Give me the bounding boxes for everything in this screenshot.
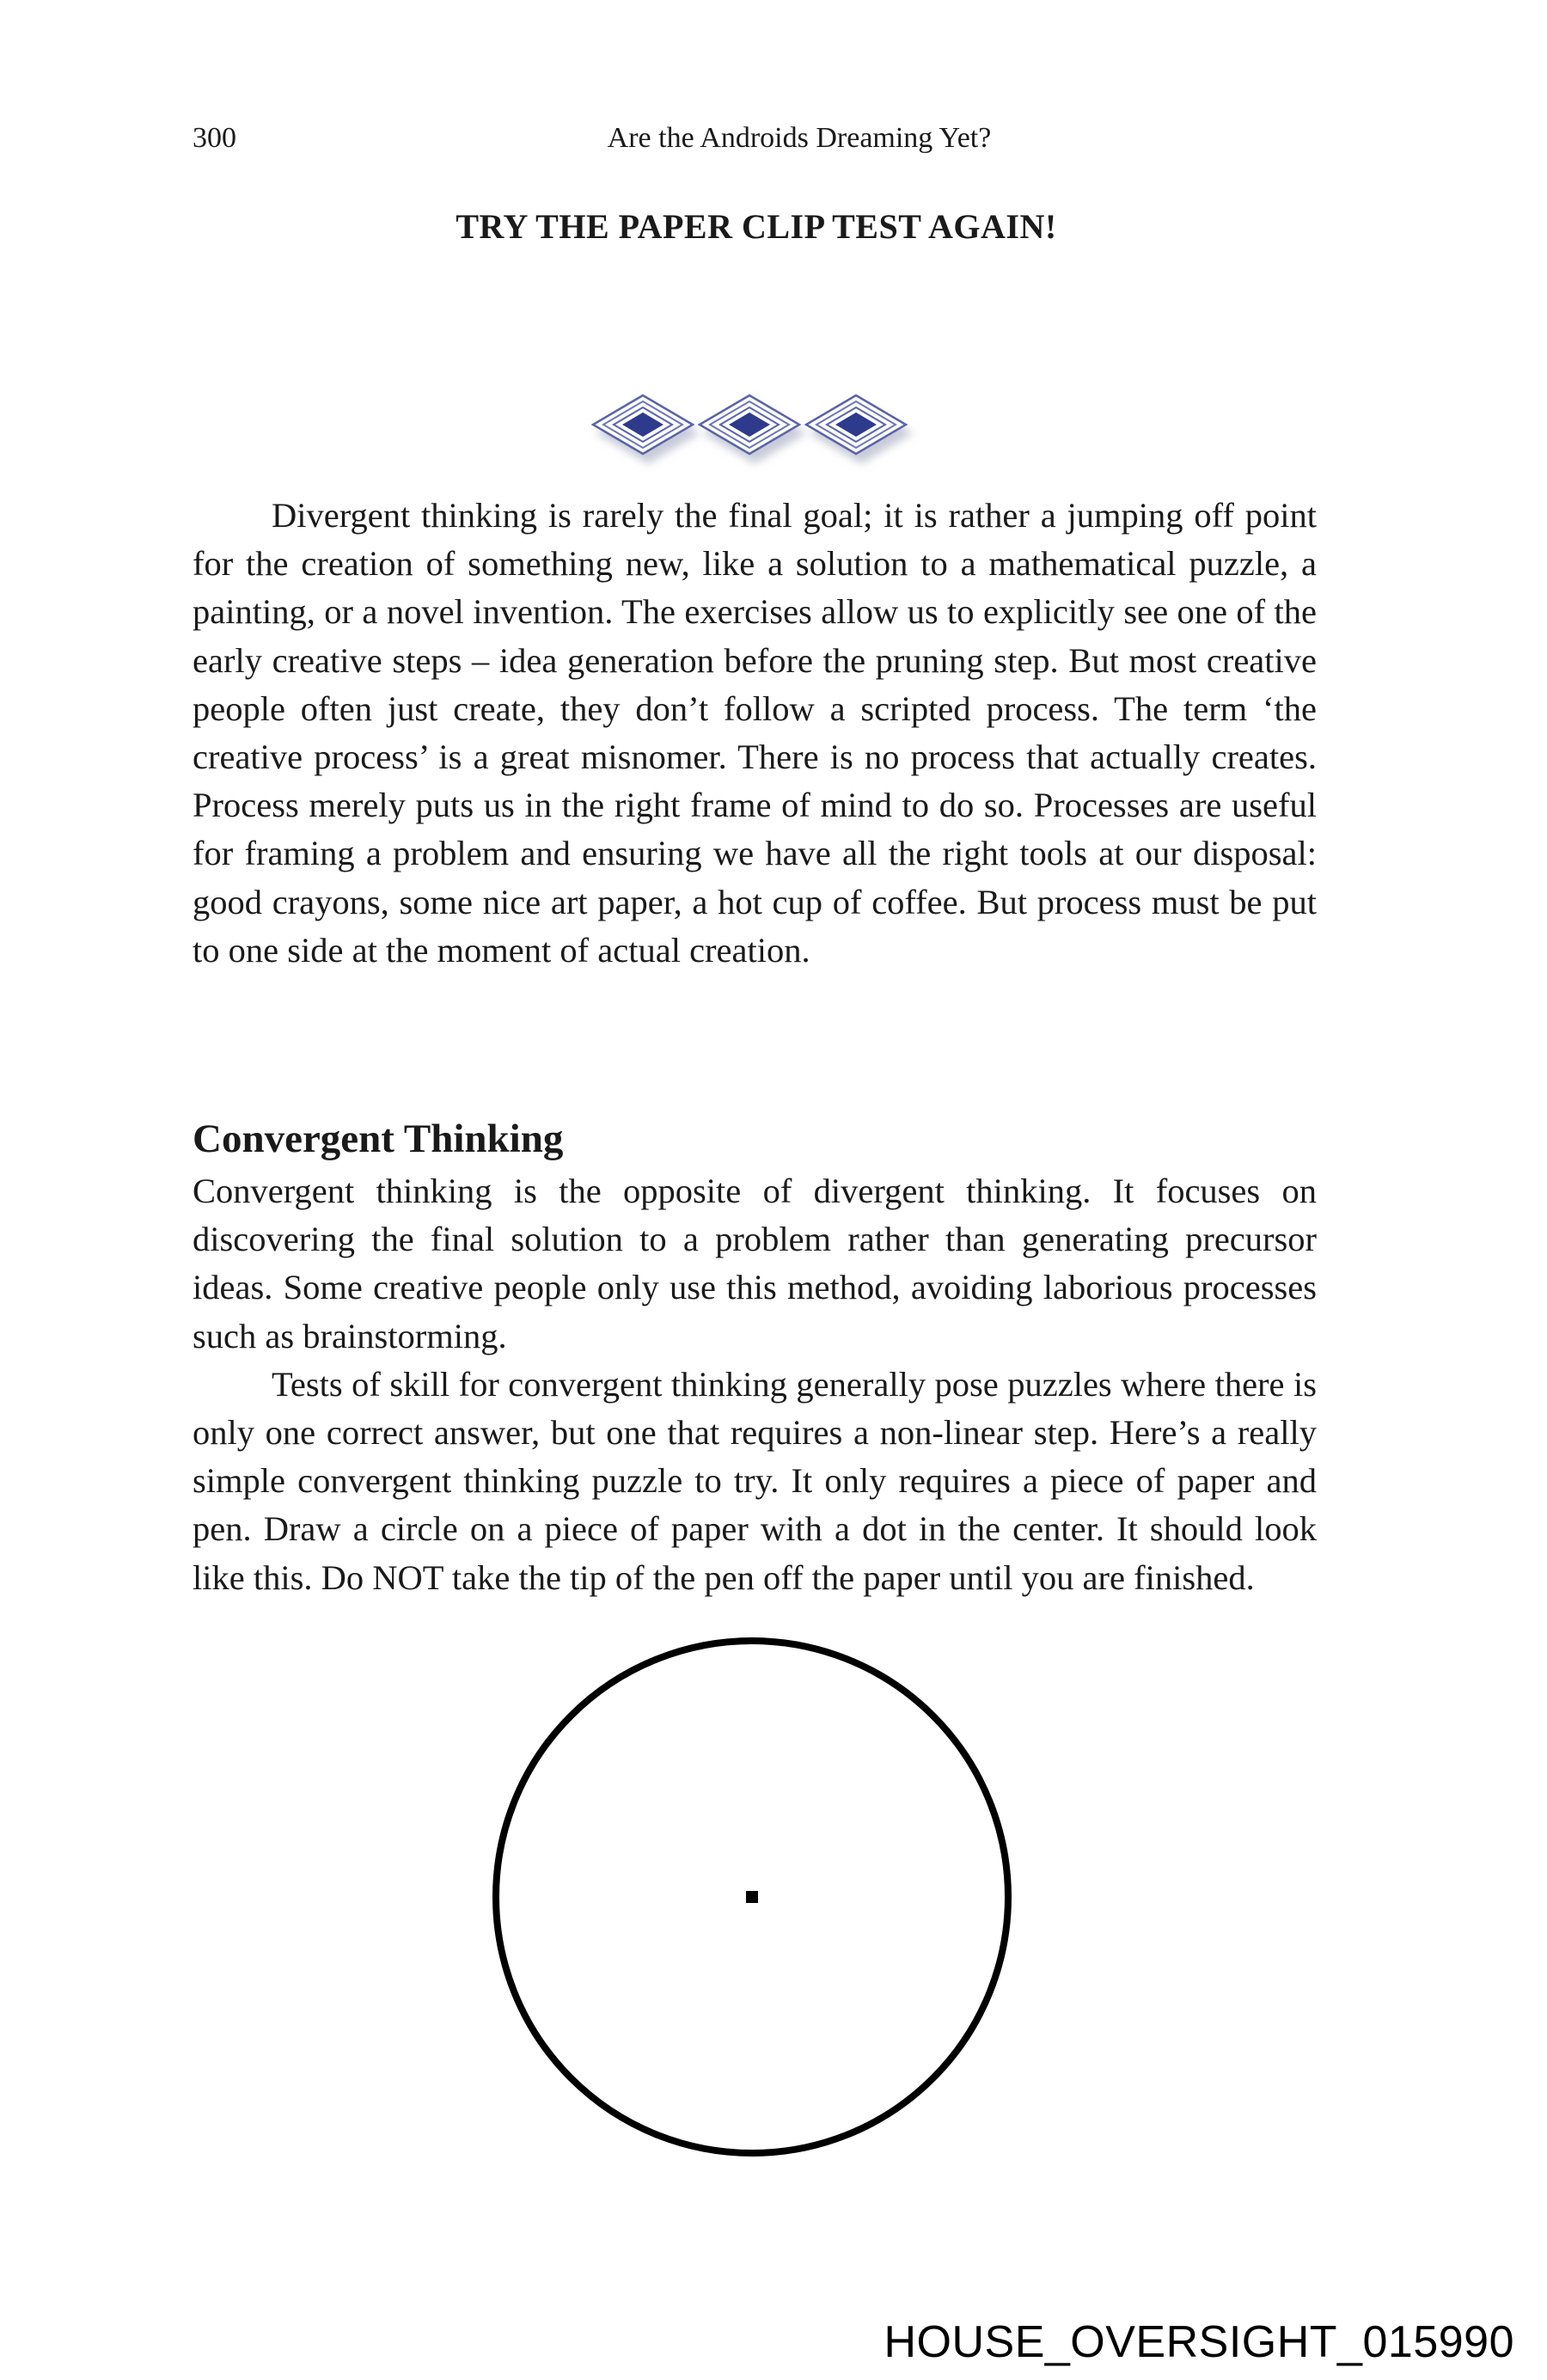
page-number: 300 xyxy=(193,122,236,154)
ornament-diamond-icon xyxy=(593,395,693,454)
bates-number: HOUSE_OVERSIGHT_015990 xyxy=(884,2317,1514,2367)
ornament-diamond-icon xyxy=(700,395,799,454)
triple-diamond-ornament-icon xyxy=(584,385,928,480)
paragraph: Divergent thinking is rarely the final goal; it is rather a jumping off point for the creation of something new, like a solution to a mathematical puzzle, a painting, or a novel invention. The exercises allow us to explicitly see one of the early creative steps – idea generation before the pruning step. But most creative people often just create, they don’t follow a scripted process. The term ‘the creative process’ is a great misnomer. There is no process that actually creates. Process merely puts us in the right frame of mind to do so. Processes are useful for framing a problem and ensuring we have all the right tools at our disposal: good crayons, some nice art paper, a hot cup of coffee. But process must be put to one side at the moment of actual creation. xyxy=(193,496,1317,970)
paragraph: Convergent thinking is the opposite of divergent thinking. It focuses on discovering the final solution to a problem rather than generating precursor ideas. Some creative people only use this method, avoiding laborious processes such as brainstorming. xyxy=(193,1172,1317,1355)
section-note: TRY THE PAPER CLIP TEST AGAIN! xyxy=(456,207,1057,246)
section-heading: Convergent Thinking xyxy=(193,1117,564,1161)
ornament-diamond-icon xyxy=(806,395,906,454)
puzzle-center-dot xyxy=(746,1891,758,1903)
paragraph: Tests of skill for convergent thinking generally pose puzzles where there is only one correct answer, but one that requires a non-linear step. Here’s a really simple convergent thinking puzzle to try. It only requires a piece of paper and pen. Draw a circle on a piece of paper with a dot in the center. It should look like this. Do NOT take the tip of the pen off the paper until you are finished. xyxy=(193,1364,1317,1597)
circle-with-center-dot-icon xyxy=(486,1636,1018,2160)
section-text xyxy=(193,1167,1317,1602)
intro-text xyxy=(193,492,1317,975)
book-title: Are the Androids Dreaming Yet? xyxy=(607,122,992,154)
running-header xyxy=(193,122,1320,160)
